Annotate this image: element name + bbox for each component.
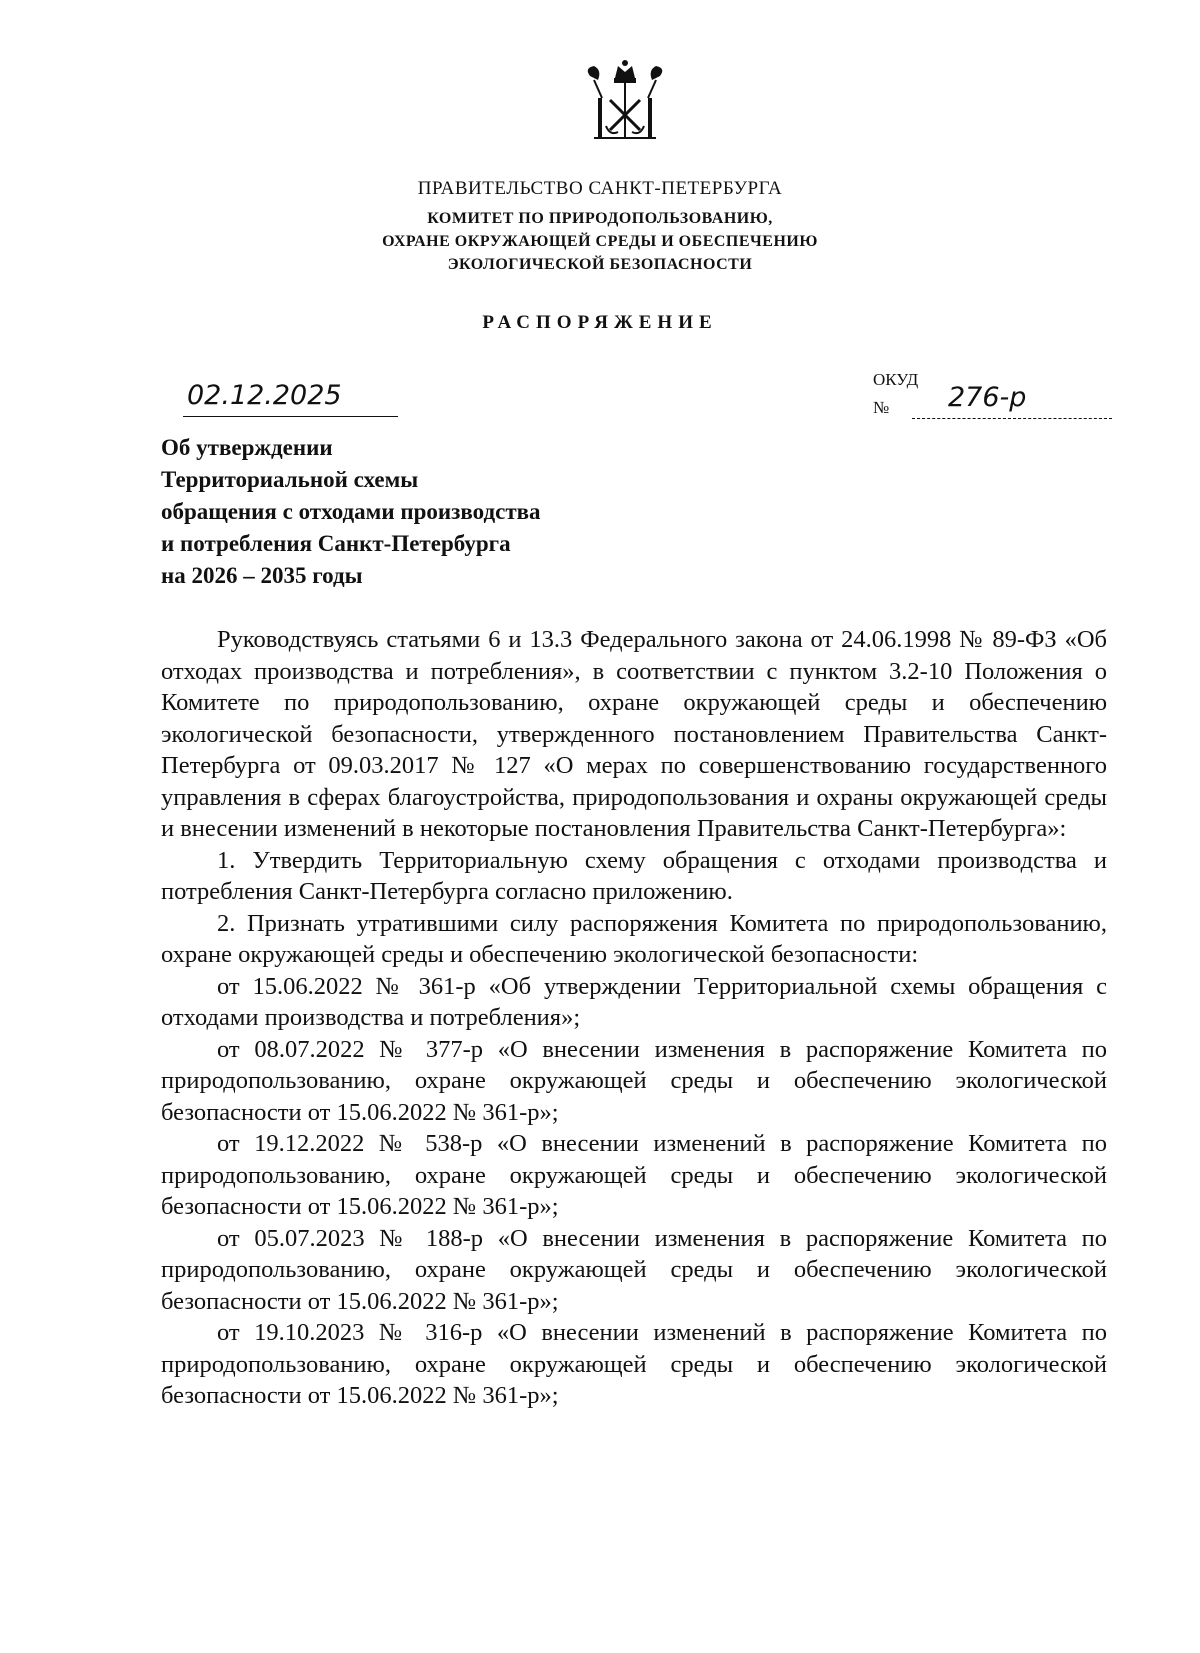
document-number: 276-р: [948, 382, 1027, 413]
document-title: [161, 432, 541, 592]
clause-1-paragraph: 1. Утвердить Территориальную схему обращения с отходами производства и потребления Санкт-Петербурга согласно приложению.: [161, 846, 1107, 905]
title-line: Территориальной схемы: [161, 467, 419, 492]
clause-2-paragraph: 2. Признать утратившими силу распоряжения Комитета по природопользованию, охране окружающей среды и обеспечению экологической безопасности:: [161, 909, 1107, 968]
title-line: и потребления Санкт-Петербурга: [161, 531, 511, 556]
coat-of-arms-icon: [580, 58, 670, 146]
repealed-order-item: от 05.07.2023 № 188-р «О внесении изменения в распоряжение Комитета по природопользованию, охране окружающей среды и обеспечению экологической безопасности от 15.06.2022 № 361-р»;: [161, 1224, 1107, 1315]
repealed-order-item: от 08.07.2022 № 377-р «О внесении изменения в распоряжение Комитета по природопользованию, охране окружающей среды и обеспечению экологической безопасности от 15.06.2022 № 361-р»;: [161, 1035, 1107, 1126]
repealed-order-item: от 19.12.2022 № 538-р «О внесении изменений в распоряжение Комитета по природопользованию, охране окружающей среды и обеспечению экологической безопасности от 15.06.2022 № 361-р»;: [161, 1130, 1107, 1220]
preamble-paragraph: Руководствуясь статьями 6 и 13.3 Федерального закона от 24.06.1998 № 89-ФЗ «Об отходах производства и потребления», в соответствии с пунктом 3.2-10 Положения о Комитете по природопользованию, охране окружающей среды и обеспечению экологической безопасности, утвержденного постановлением Правительства Санкт-Петербурга от 09.03.2017 № 127 «О мерах по совершенствованию государственного управления в сферах благоустройства, природопользования и охраны окружающей среды и внесении изменений в некоторые постановления Правительства Санкт-Петербурга»:: [161, 626, 1107, 842]
number-label: №: [873, 398, 890, 417]
document-number-field: [912, 382, 1112, 419]
document-body: [161, 624, 1107, 1412]
repealed-order-item: от 15.06.2022 № 361-р «Об утверждении Территориальной схемы обращения с отходами производства и потребления»;: [161, 972, 1107, 1031]
government-name: ПРАВИТЕЛЬСТВО САНКТ-ПЕТЕРБУРГА: [417, 178, 783, 199]
title-line: обращения с отходами производства: [161, 499, 541, 524]
document-type: РАСПОРЯЖЕНИЕ: [482, 312, 718, 333]
committee-name-line-2: ОХРАНЕ ОКРУЖАЮЩЕЙ СРЕДЫ И ОБЕСПЕЧЕНИЮ: [382, 233, 818, 250]
committee-name-line-1: КОМИТЕТ ПО ПРИРОДОПОЛЬЗОВАНИЮ,: [427, 210, 773, 227]
okud-label: ОКУД: [873, 370, 919, 389]
document-date-field: [183, 380, 398, 417]
document-date: 02.12.2025: [187, 380, 342, 411]
title-line: на 2026 – 2035 годы: [161, 563, 363, 588]
committee-name-line-3: ЭКОЛОГИЧЕСКОЙ БЕЗОПАСНОСТИ: [447, 256, 753, 273]
repealed-order-item: от 19.10.2023 № 316-р «О внесении изменений в распоряжение Комитета по природопользованию, охране окружающей среды и обеспечению экологической безопасности от 15.06.2022 № 361-р»;: [161, 1319, 1107, 1409]
title-line: Об утверждении: [161, 435, 333, 460]
